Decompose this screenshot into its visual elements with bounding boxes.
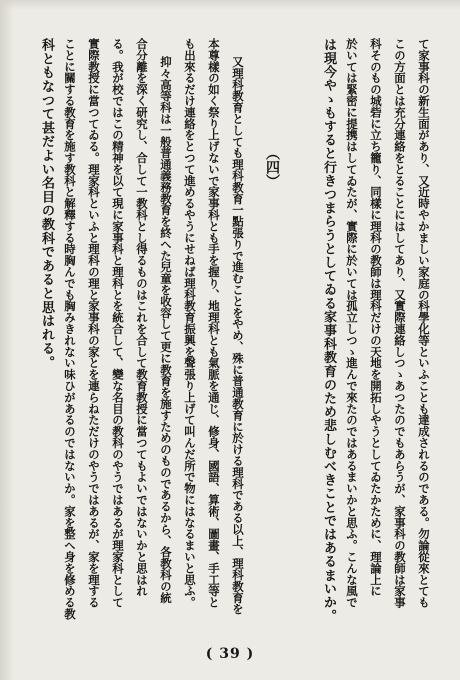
text-column-10: 合分離を深く研究し、合して一教科とし得るものはこれを合して教育教授に當つてもよいではないかと思はれ bbox=[135, 38, 149, 597]
text-column-1: て家事科の新生面があり、又近時やかましい家庭の科學化等といふことも達成されるのである。勿論從來とても bbox=[417, 38, 431, 608]
text-column-7: 本尊樣の如く祭り上げないで家事科とも手を握り、地理科とも氣脈を通じ、修身、國語、算術、圖畫、手工等と bbox=[207, 38, 221, 608]
text-column-11: る。我が校ではこの精神を以て現に家事科と理科とを統合して、變な名目の教科のやうではあるが理家科として bbox=[111, 38, 125, 608]
text-column-3: 科そのもの城砦に立ち籠り、同樣に理科の教師は理科だけの天地を開拓しやうとしてゐたかために、理論上に bbox=[369, 38, 383, 597]
text-column-2: この方面とは充分連絡をとることにはしてあり、又實際連絡しつゝあつたのでもあらうが、家事科の教師は家事 bbox=[393, 38, 407, 608]
text-column-13: ことに關する教育を施す教科と解釋する時胸んでも胸みきれない味ひがあるのではないか。家を整へ身を修める教 bbox=[63, 38, 77, 620]
text-column-9: 抑々高等科は一般普通義務教育を終へた兒童を收容して更に教育を施すためのものであるから、各教科の統 bbox=[159, 56, 173, 604]
scan-shadow-left bbox=[0, 0, 14, 680]
text-column-6: 又理科教育としても理科教育一點張りで進むことをやめ、殊に普通教育に於ける理科である以上、理科教育を bbox=[231, 56, 245, 615]
text-column-5: は現今やゝもすると行きつまらうとしてゐる家事科教育のため悲しむべきことではあるまいか。 bbox=[321, 38, 336, 623]
text-column-4: 於いては緊密に提携はしてゐたが、實際に於いては孤立しつゝ進んで來たのではあるまいかと思ふ。こんな風で bbox=[345, 38, 359, 608]
text-column-8: も出來るだけ連絡をとつて進めるやうにせねば理科教育振興を聲張り上げて叫んだ所で物にはなるまいと思ふ。 bbox=[183, 38, 197, 608]
scan-shadow-top bbox=[0, 0, 460, 10]
text-column-12: 實際教授に當つてゐる。理家科といふと理科の理と家事科の家とを連らねただけのやうではあるが、家を理する bbox=[87, 38, 101, 608]
text-column-14: 科ともなつて甚だよい名目の教科であると思はれる。 bbox=[39, 38, 54, 370]
section-heading: （四） bbox=[264, 146, 280, 188]
page-number: ( 39 ) bbox=[205, 646, 255, 662]
